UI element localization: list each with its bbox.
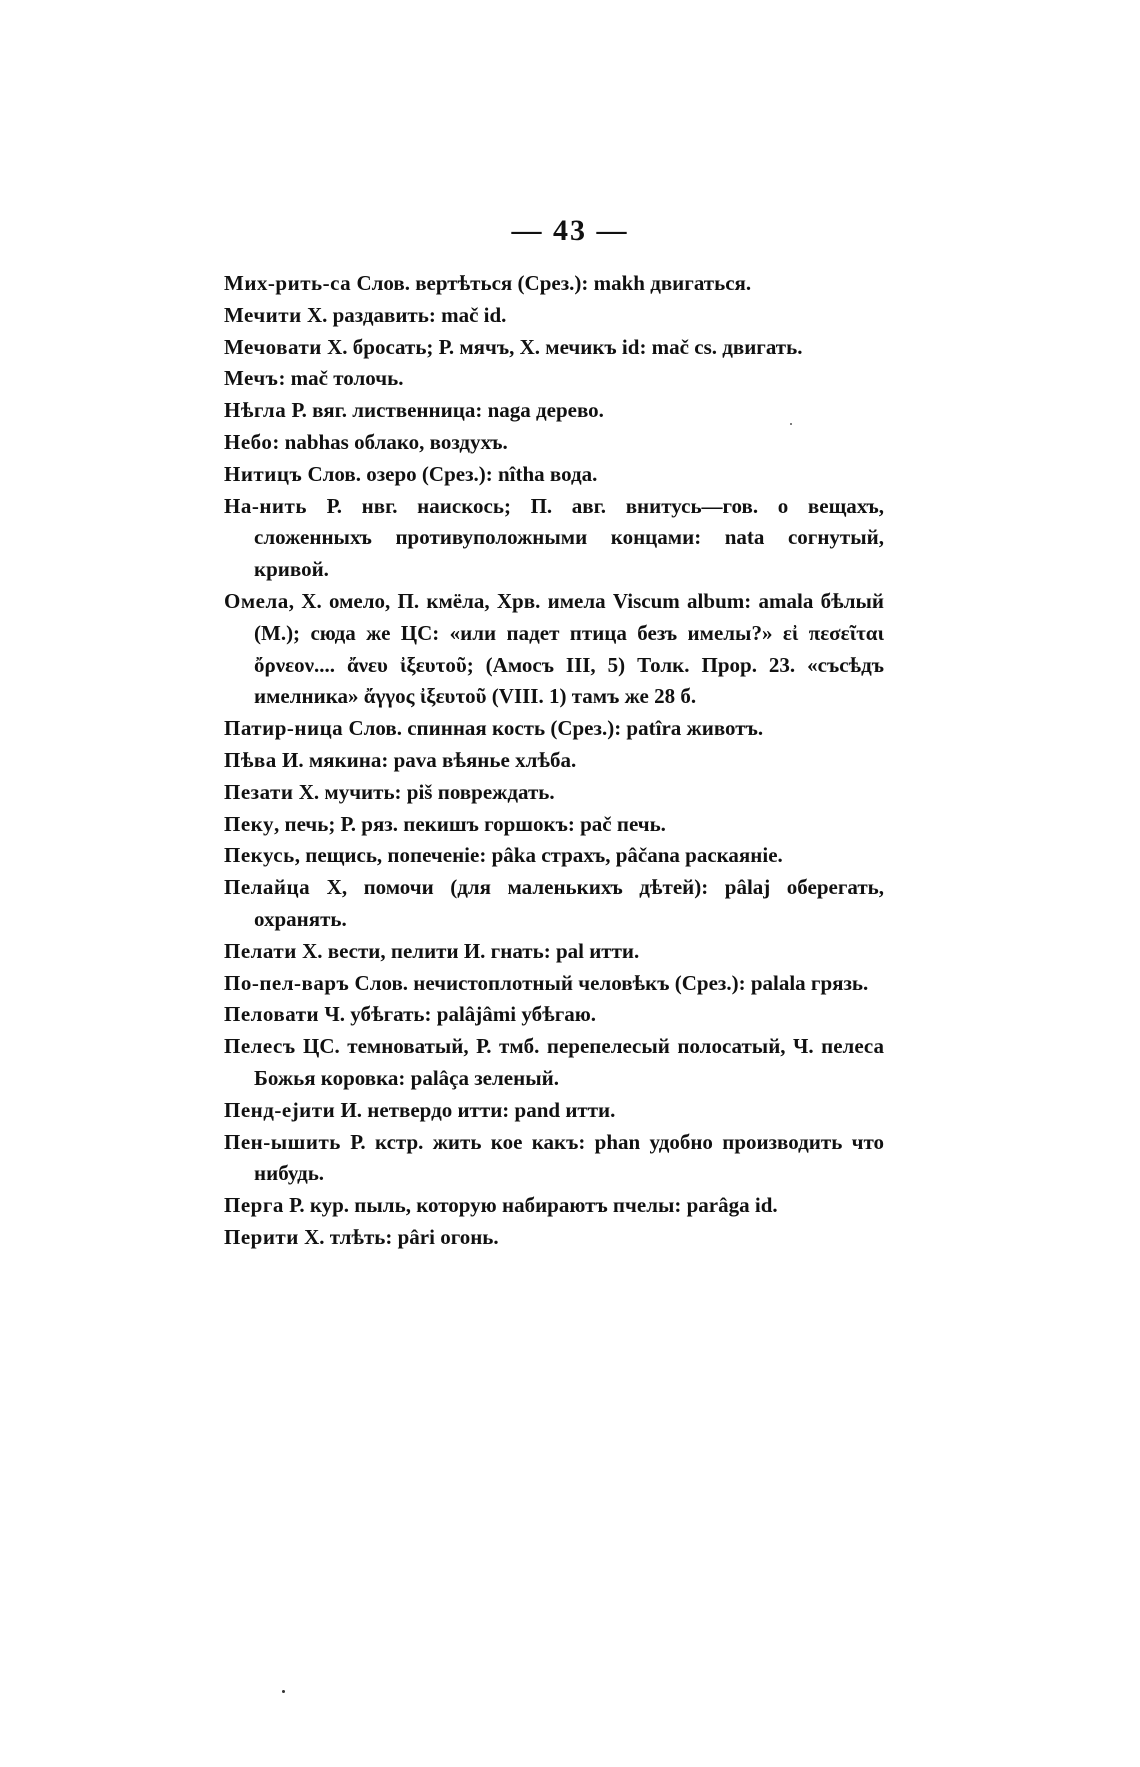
entry-definition: Р. вяг. лиственница: naga дерево. [286,398,604,423]
entry-definition: , Х. омело, П. кмёла, Хрв. имела Viscum album: amala бѣлый (М.); сюда же ЦС: «или падет птица безъ имелы?» εἰ πεσεῖται ὄρνεον.... ἄνευ ἰξευτοῦ; (Амосъ III, 5) Толк. Прор. 23. «съсѣдъ имелника» ἄγγος ἰξευτοῦ (VIII. 1) тамъ же 28 б. [254,588,884,709]
dictionary-entries [224,268,884,1254]
dictionary-entry [224,936,884,968]
page-number: — 43 — [511,214,629,247]
entry-definition: : nabhas облако, воздухъ. [272,429,508,454]
dictionary-entry [224,968,884,1000]
entry-definition: , пещись, попеченіе: pâka страхъ, pâčana раскаяніе. [294,843,783,868]
dictionary-entry [224,1127,884,1191]
entry-headword: Нитицъ [224,461,303,486]
entry-headword: Мечовати [224,334,322,359]
entry-headword: Нѣгла [224,398,287,423]
dictionary-entry [224,1222,884,1254]
entry-headword: Пекусь [224,843,295,868]
entry-definition: Р. нвг. наискось; П. авг. внитусь—гов. о вещахъ, сложенныхъ противуположными концами: nata согнутый, кривой. [254,493,884,582]
entry-definition: , печь; Р. ряз. пекишъ горшокъ: pač печь. [273,811,666,836]
entry-headword: Перга [224,1193,284,1218]
entry-headword: Мих-рить-са [224,271,352,295]
entry-definition: Слов. нечистоплотный человѣкъ (Срез.): palala грязь. [349,970,869,995]
dictionary-entry [224,491,884,586]
entry-headword: Пелесъ [224,1034,296,1059]
dictionary-entry [224,809,884,841]
entry-definition: Х. раздавить: mač id. [301,302,507,327]
entry-definition: : mač толочь. [278,366,404,391]
dictionary-entry [224,777,884,809]
entry-headword: Пелайца [224,875,311,900]
entry-headword: Небо [224,429,273,454]
entry-definition: Р. кстр. жить кое какъ: phan удобно производить что нибудь. [254,1129,884,1186]
dictionary-entry [224,332,884,364]
entry-definition: Слов. спинная кость (Срез.): patîra животъ. [343,716,764,741]
entry-definition: Р. кур. пыль, которую набираютъ пчелы: parâga id. [283,1193,778,1218]
entry-headword: Пен-ышить [224,1129,341,1154]
entry-definition: Слов. озеро (Срез.): nîtha вода. [302,461,598,486]
entry-definition: Х. тлѣть: pâri огонь. [298,1224,499,1249]
dictionary-entry [224,300,884,332]
entry-headword: Пеловати [224,1002,320,1027]
entry-headword: По-пел-варъ [224,970,350,995]
entry-definition: Х, помочи (для маленькихъ дѣтей): pâlaj оберегать, охранять. [254,875,884,931]
entry-headword: Патир-ница [224,716,344,741]
entry-headword: На-нить [224,493,307,518]
entry-definition: Х. бросать; Р. мячъ, Х. мечикъ id: mač cs. двигать. [321,334,803,359]
entry-headword: Пѣва [224,747,277,772]
entry-definition: Слов. вертѣться (Срез.): makh двигаться. [351,271,752,295]
entry-definition: Х. мучить: piš повреждать. [293,779,555,804]
dictionary-entry [224,427,884,459]
entry-definition: И. мякина: pava вѣянье хлѣба. [276,747,577,772]
dictionary-entry [224,840,884,872]
dictionary-entry [224,872,884,936]
dictionary-entry [224,459,884,491]
entry-headword: Пеку [224,811,274,836]
entry-headword: Мечъ [224,366,279,391]
entry-headword: Перити [224,1224,299,1249]
print-speck [282,1690,285,1693]
dictionary-entry [224,713,884,745]
entry-headword: Пезати [224,779,294,804]
dictionary-entry [224,586,884,713]
dictionary-entry [224,1095,884,1127]
entry-headword: Пенд-ejити [224,1097,336,1122]
entry-definition: ЦС. темноватый, Р. тмб. перепелесый полосатый, Ч. пелеса Божья коровка: palâça зеленый. [254,1034,884,1090]
dictionary-entry [224,363,884,395]
entry-definition: И. нетвердо итти: pand итти. [335,1097,616,1122]
dictionary-entry [224,1190,884,1222]
dictionary-entry [224,395,884,427]
print-speck [790,423,792,425]
entry-headword: Омела [224,588,289,613]
entry-headword: Мечити [224,302,302,327]
dictionary-entry [224,268,884,300]
dictionary-entry [224,1031,884,1095]
entry-definition: Х. вести, пелити И. гнать: pal итти. [296,938,640,963]
dictionary-entry [224,745,884,777]
entry-definition: Ч. убѣгать: palâjâmi убѣгаю. [319,1002,597,1027]
entry-headword: Пелати [224,938,297,963]
dictionary-entry [224,999,884,1031]
